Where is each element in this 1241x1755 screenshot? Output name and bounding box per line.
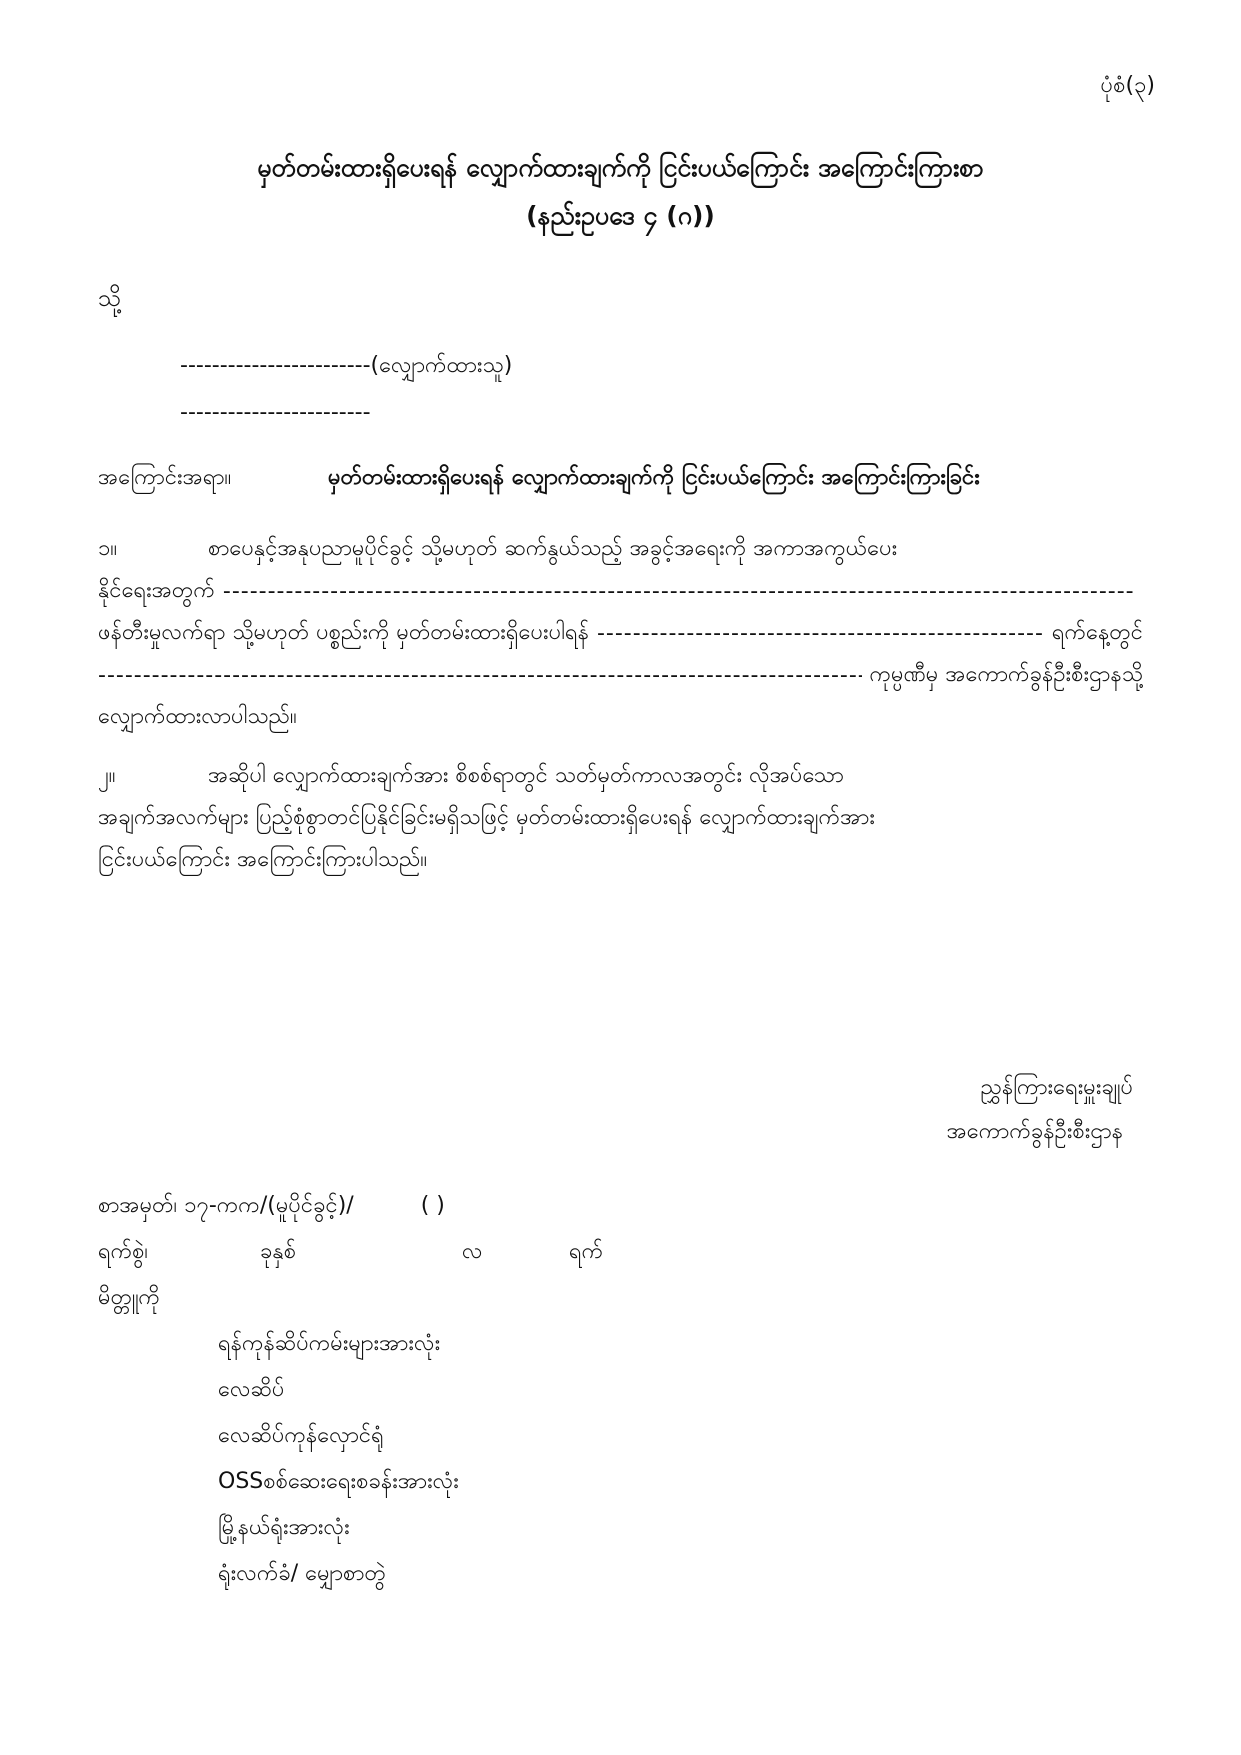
paragraph-2-text-2: အချက်အလက်များ ပြည့်စုံစွာတင်ပြနိုင်ခြင်းမရှိသဖြင့် မှတ်တမ်းထားရှိပေးရန် လျှောက်ထားချက်အား <box>98 804 875 830</box>
paragraph-1-text-1: စာပေနှင့်အနုပညာမူပိုင်ခွင့် သို့မဟုတ် ဆက်နွယ်သည့် အခွင့်အရေးကို အကာအကွယ်ပေး <box>208 535 898 561</box>
rule-reference: (နည်းဥပဒေ ၄ (ဂ)) <box>526 201 715 230</box>
date-row <box>98 1236 603 1269</box>
paragraph-1-text-5: လျှောက်ထားလာပါသည်။ <box>98 703 297 729</box>
form-number: ပုံစံ(၃) <box>1100 73 1155 98</box>
signatory-title: ညွှန်ကြားရေးမှူးချုပ် <box>980 1075 1133 1100</box>
cc-item: လေဆိပ်ကုန်လှောင်ရုံ <box>218 1423 384 1448</box>
paragraph-1-line-5 <box>98 696 1143 738</box>
paragraph-1-line-3 <box>98 612 1143 654</box>
paragraph-2-line-1 <box>98 755 1143 797</box>
date-label: ရက်စွဲ၊ <box>98 1239 149 1264</box>
letter-number-blank: ( ) <box>420 1193 445 1218</box>
paragraph-2-line-2 <box>98 797 1143 839</box>
fill-in-blank <box>223 579 1135 604</box>
paragraph-1 <box>98 528 1143 738</box>
paragraph-1-text-4-end: ကုမ္ပဏီမှ အကောက်ခွန်ဦးစီးဌာနသို့ <box>869 661 1143 687</box>
paragraph-2-text-1: အဆိုပါ လျှောက်ထားချက်အား စိစစ်ရာတွင် သတ်မှတ်ကာလအတွင်း လိုအပ်သော <box>208 762 844 788</box>
month-label: လ <box>462 1239 483 1264</box>
signatory-department: အကောက်ခွန်ဦးစီးဌာန <box>946 1119 1123 1144</box>
subject-label: အကြောင်းအရာ။ <box>98 465 232 490</box>
day-label: ရက် <box>569 1239 604 1264</box>
cc-item: OSSစစ်ဆေးရေးစခန်းအားလုံး <box>218 1469 459 1494</box>
document-title: မှတ်တမ်းထားရှိပေးရန် လျှောက်ထားချက်ကို ငြင်းပယ်ကြောင်း အကြောင်းကြားစာ <box>257 153 984 182</box>
year-label: ခုနှစ် <box>260 1239 297 1264</box>
paragraph-1-text-3: ဖန်တီးမှုလက်ရာ သို့မဟုတ် ပစ္စည်းကို မှတ်တမ်းထားရှိပေးပါရန် <box>98 619 589 645</box>
paragraph-1-text-2: နိုင်ရေးအတွက် <box>98 577 215 603</box>
cc-item: ရန်ကုန်ဆိပ်ကမ်းများအားလုံး <box>218 1331 441 1356</box>
paragraph-2 <box>98 755 1143 881</box>
paragraph-2-line-3 <box>98 839 1143 881</box>
to-label: သို့ <box>98 284 122 312</box>
cc-item: ရုံးလက်ခံ/ မျှောစာတွဲ <box>218 1561 386 1586</box>
paragraph-1-number: ၁။ <box>98 535 118 561</box>
letter-number-row <box>98 1190 445 1223</box>
addressee-line-2: ------------------------ <box>180 400 371 425</box>
paragraph-1-line-2 <box>98 570 1143 612</box>
cc-item: လေဆိပ် <box>218 1377 285 1402</box>
fill-in-blank <box>597 621 1044 646</box>
paragraph-1-text-3-end: ရက်နေ့တွင် <box>1051 619 1143 645</box>
addressee-line-1: ------------------------(လျှောက်ထားသူ) <box>180 353 513 378</box>
paragraph-1-line-4 <box>98 654 1143 696</box>
copy-to-label: မိတ္တူကို <box>98 1285 160 1310</box>
fill-in-blank <box>98 663 862 688</box>
paragraph-1-line-1 <box>98 528 1143 570</box>
paragraph-2-number: ၂။ <box>98 762 116 788</box>
subject-row <box>98 462 1143 495</box>
cc-item: မြို့နယ်ရုံးအားလုံး <box>218 1515 350 1540</box>
letter-number: စာအမှတ်၊ ၁၇-ကက/(မူပိုင်ခွင့်)/ <box>98 1193 354 1218</box>
subject-text: မှတ်တမ်းထားရှိပေးရန် လျှောက်ထားချက်ကို ငြင်းပယ်ကြောင်း အကြောင်းကြားခြင်း <box>328 465 980 490</box>
paragraph-2-text-3: ငြင်းပယ်ကြောင်း အကြောင်းကြားပါသည်။ <box>98 846 428 872</box>
